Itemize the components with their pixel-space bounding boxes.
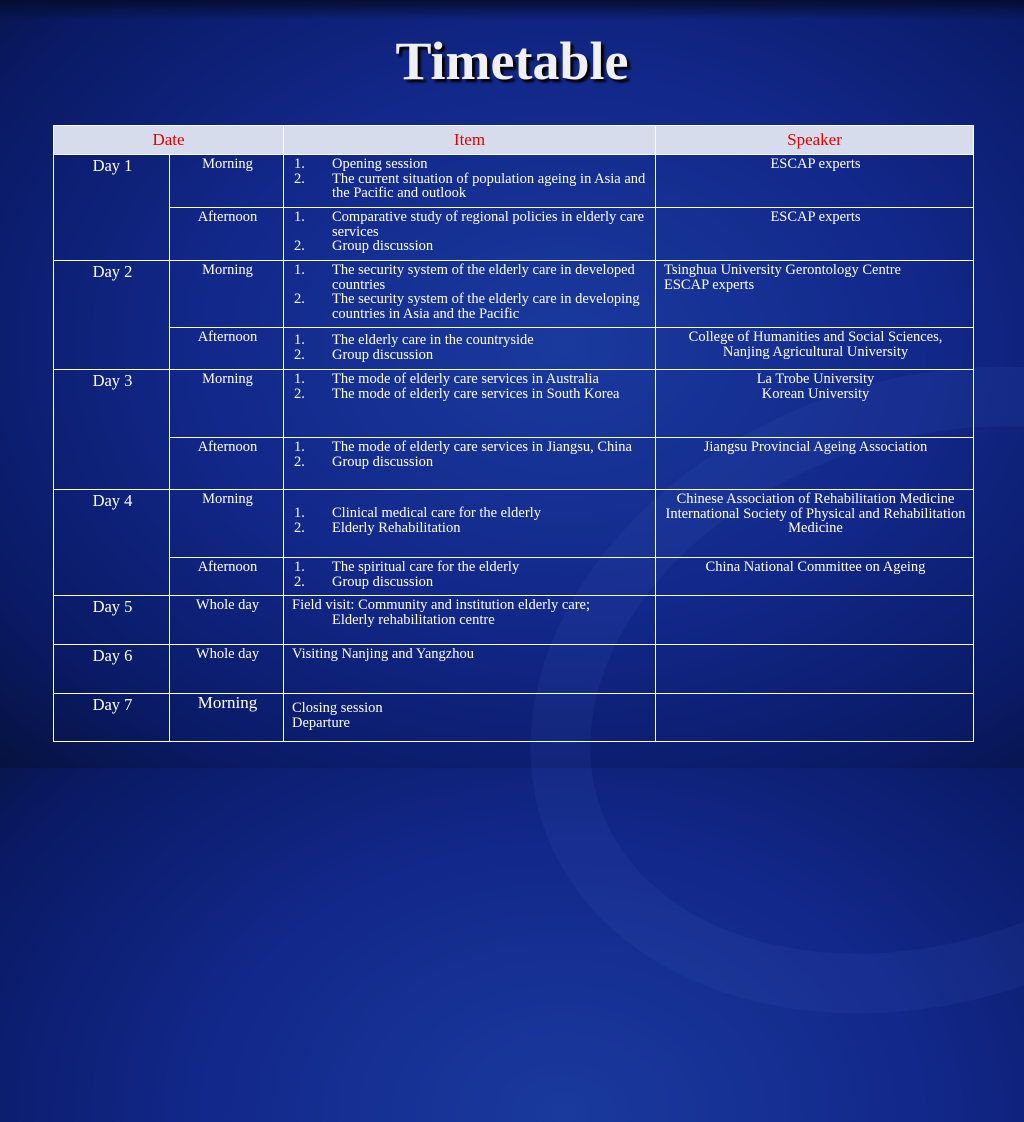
speaker-cell: ESCAP experts — [656, 208, 974, 261]
item-cell — [284, 596, 656, 645]
item-cell — [284, 155, 656, 208]
header-item: Item — [284, 126, 656, 155]
item-cell — [284, 490, 656, 558]
table-row — [54, 596, 974, 645]
table-row — [54, 328, 974, 370]
list-item: 2. The mode of elderly care services in South Korea — [294, 385, 620, 402]
slot-cell: Morning — [170, 370, 284, 438]
slot-cell: Morning — [170, 694, 284, 742]
header-speaker: Speaker — [656, 126, 974, 155]
item-cell — [284, 558, 656, 596]
speaker-cell — [656, 596, 974, 645]
day-cell: Day 6 — [54, 645, 170, 694]
item-cell — [284, 694, 656, 742]
list-item: 1. The mode of elderly care services in Australia — [294, 371, 599, 387]
list-item: 1. The mode of elderly care services in Jiangsu, China — [294, 439, 632, 455]
list-item: 1. Clinical medical care for the elderly — [294, 505, 541, 521]
list-item: 1. The elderly care in the countryside — [294, 332, 534, 348]
slot-cell: Afternoon — [170, 208, 284, 261]
table-row — [54, 490, 974, 558]
top-band — [0, 0, 1024, 20]
day-cell: Day 1 — [54, 155, 170, 261]
table-row — [54, 645, 974, 694]
list-item: 1. Comparative study of regional policies in elderly care services — [294, 209, 645, 240]
speaker-cell: China National Committee on Ageing — [656, 558, 974, 596]
slot-cell: Afternoon — [170, 438, 284, 490]
list-item: 1. Opening session — [294, 156, 428, 172]
slot-cell: Morning — [170, 261, 284, 328]
header-date: Date — [54, 126, 284, 155]
item-cell — [284, 328, 656, 370]
list-item: 1. The spiritual care for the elderly — [294, 559, 520, 575]
speaker-cell: Jiangsu Provincial Ageing Association — [656, 438, 974, 490]
slot-cell: Whole day — [170, 645, 284, 694]
item-cell — [284, 261, 656, 328]
header-row — [54, 126, 974, 155]
table-row — [54, 438, 974, 490]
speaker-cell — [656, 645, 974, 694]
item-cell — [284, 208, 656, 261]
table-row — [54, 155, 974, 208]
speaker-cell: La Trobe University Korean University — [656, 370, 974, 438]
list-item: 2. Group discussion — [294, 453, 434, 470]
slot-cell: Morning — [170, 490, 284, 558]
day-cell: Day 2 — [54, 261, 170, 370]
list-item: 1. The security system of the elderly care in developed countries — [294, 262, 635, 293]
slot-cell: Afternoon — [170, 328, 284, 370]
timetable-table — [53, 125, 974, 742]
item-cell — [284, 370, 656, 438]
list-item: 2. Group discussion — [294, 346, 434, 363]
slot-cell: Afternoon — [170, 558, 284, 596]
day-cell: Day 7 — [54, 694, 170, 742]
speaker-cell: ESCAP experts — [656, 155, 974, 208]
table-row — [54, 558, 974, 596]
speaker-cell: Chinese Association of Rehabilitation Medicine International Society of Physical and Rehabilitation Medicine — [656, 490, 974, 558]
item-line: Closing session — [292, 700, 383, 716]
day-cell: Day 5 — [54, 596, 170, 645]
speaker-cell: Tsinghua University Gerontology Centre ESCAP experts — [656, 261, 974, 328]
item-text: Field visit: Community and institution elderly care; Elderly rehabilitation centre — [292, 597, 591, 628]
list-item: 2. Group discussion — [294, 238, 434, 254]
list-item: 2. Elderly Rehabilitation — [294, 519, 461, 536]
item-cell — [284, 438, 656, 490]
table-row — [54, 261, 974, 328]
speaker-cell — [656, 694, 974, 742]
day-cell: Day 4 — [54, 490, 170, 596]
table-row — [54, 208, 974, 261]
speaker-cell: College of Humanities and Social Sciences, Nanjing Agricultural University — [656, 328, 974, 370]
slide-title: Timetable — [395, 31, 629, 91]
list-item: 2. Group discussion — [294, 573, 434, 590]
item-text: Visiting Nanjing and Yangzhou — [292, 646, 474, 662]
table-row — [54, 694, 974, 742]
item-line: Departure — [292, 714, 350, 731]
slot-cell: Morning — [170, 155, 284, 208]
list-item: 2. The current situation of population ageing in Asia and the Pacific and outlook — [294, 170, 646, 201]
table-row — [54, 370, 974, 438]
list-item: 2. The security system of the elderly care in developing countries in Asia and the Pacific — [294, 291, 640, 322]
day-cell: Day 3 — [54, 370, 170, 490]
item-cell — [284, 645, 656, 694]
slot-cell: Whole day — [170, 596, 284, 645]
